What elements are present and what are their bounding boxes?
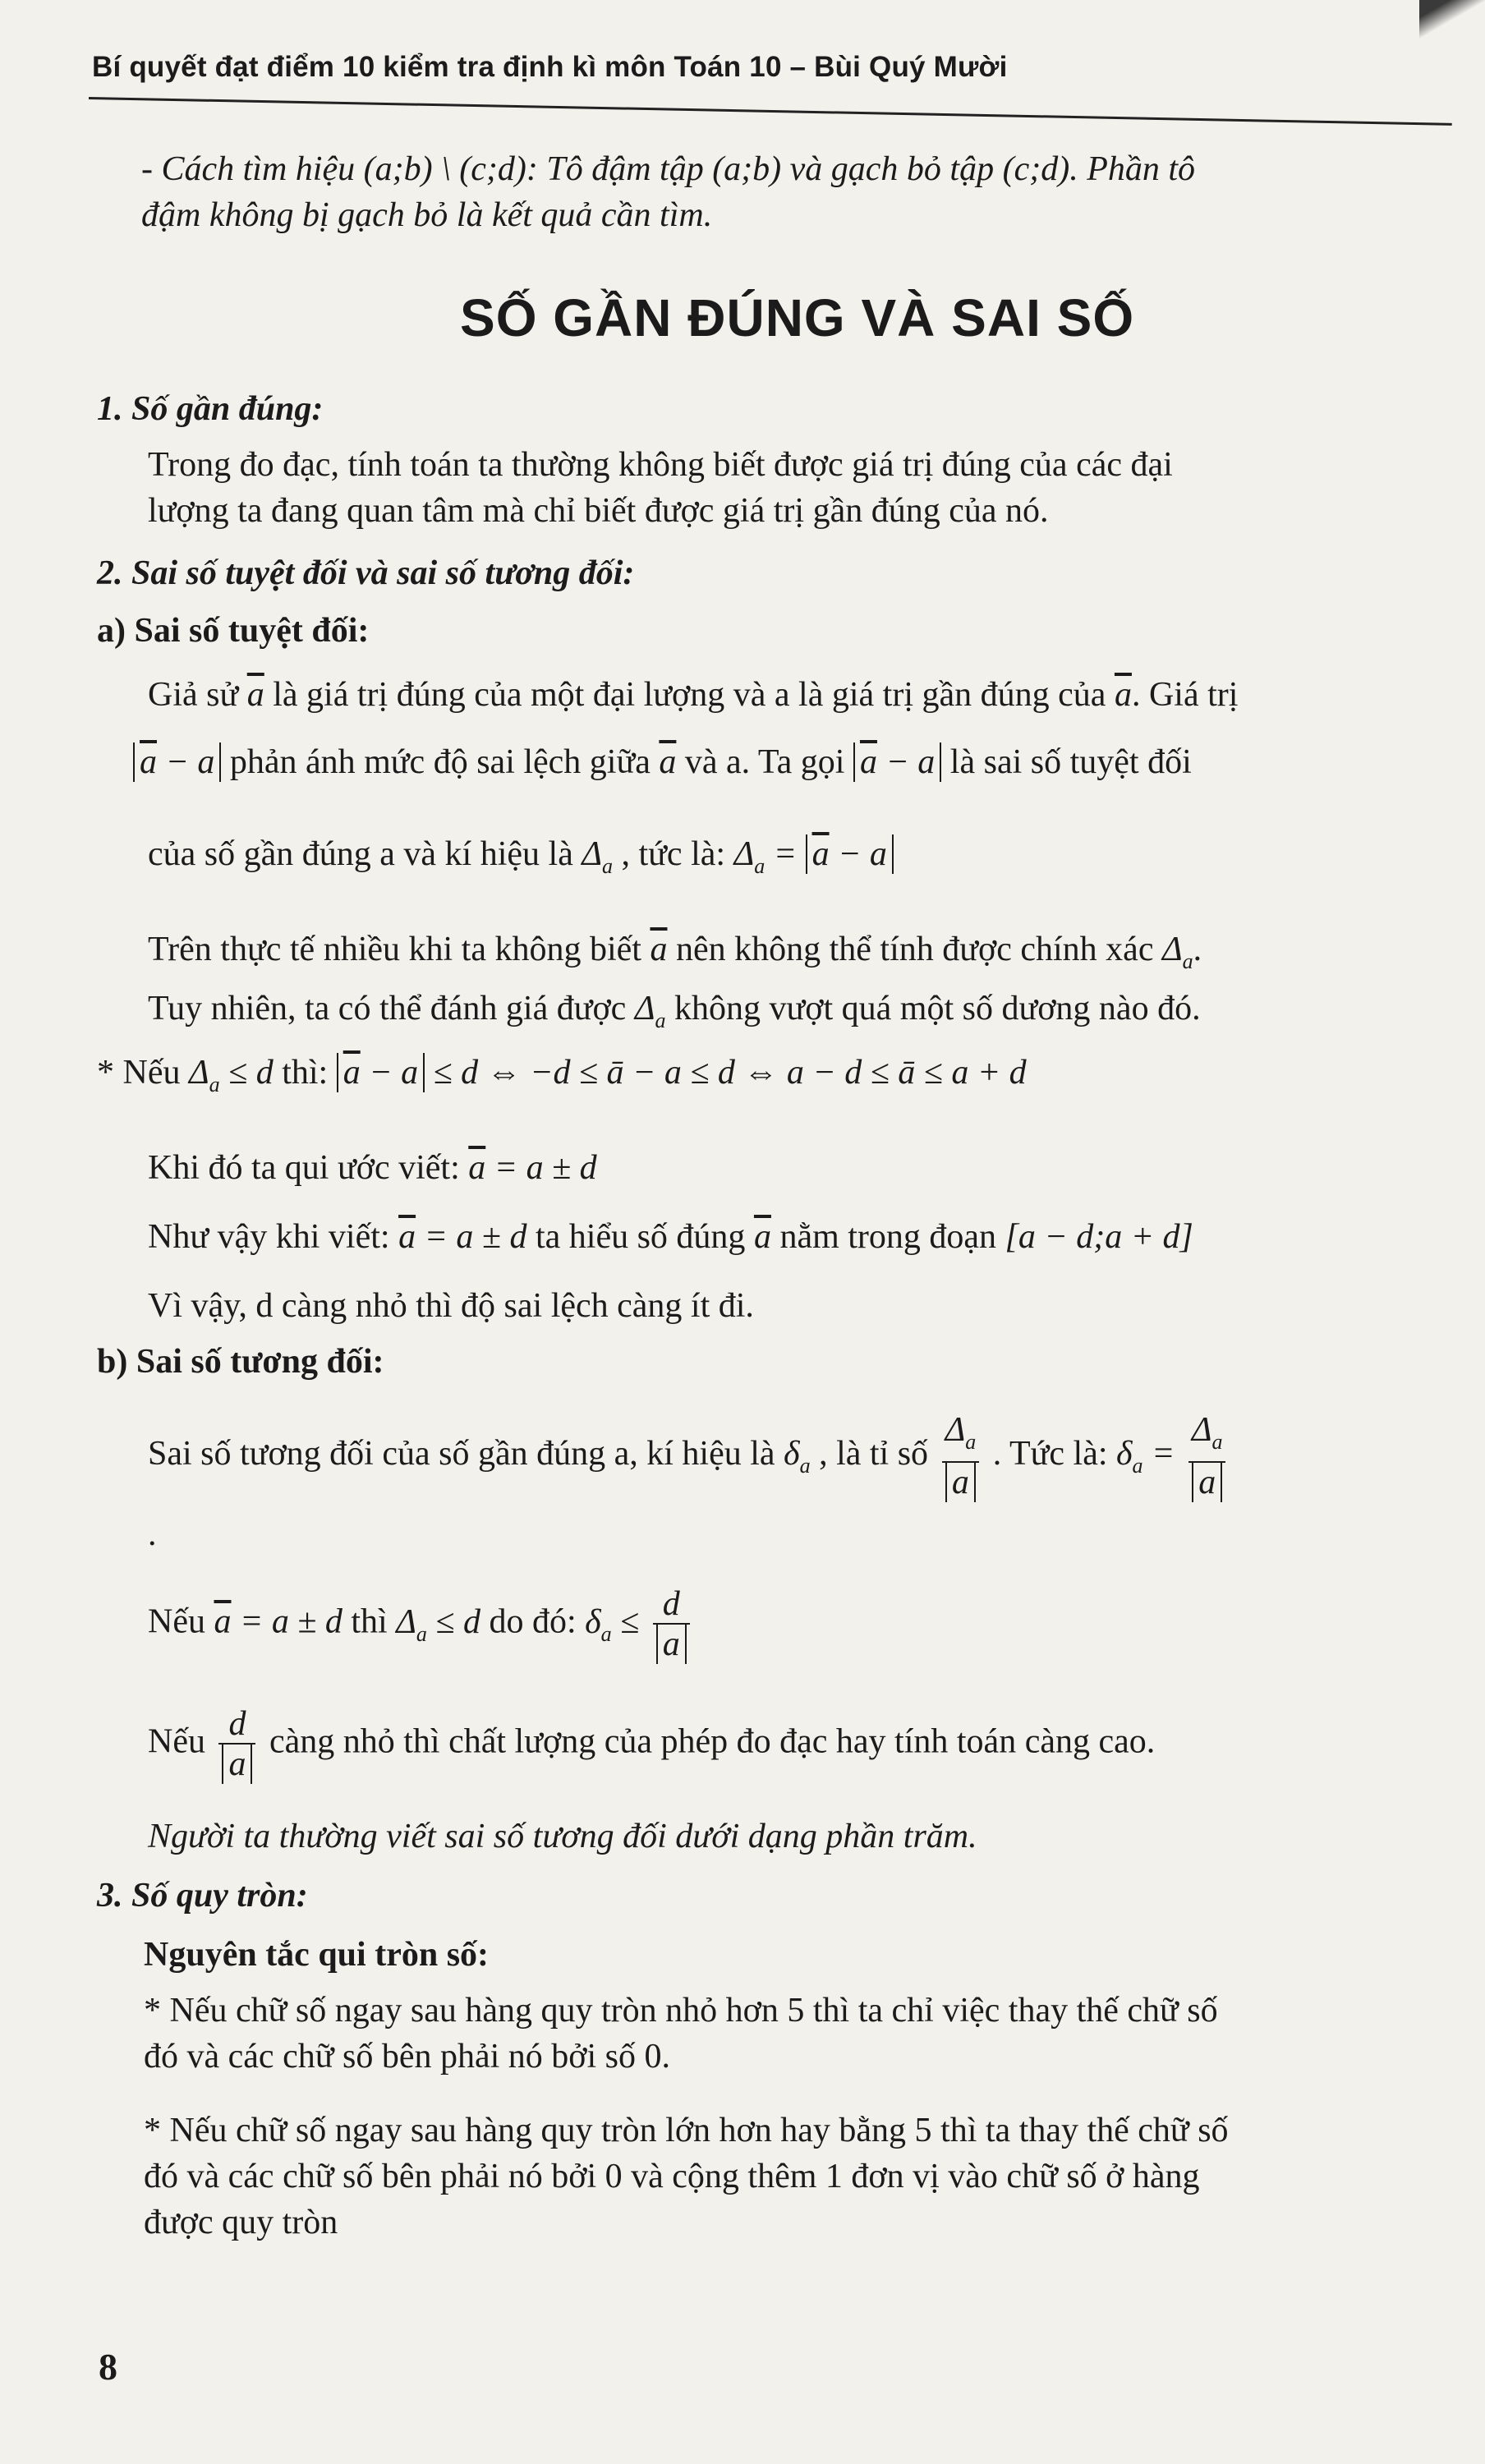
rounding-rule-1: [144, 1988, 1458, 2080]
relative-error-dot: .: [148, 1515, 157, 1553]
meaning-line: Như vậy khi viết: $\overline{a} = a \pm d$ ta hiểu số đúng $\overline{a}$ nằm trong đoạn [a − d;a + d]: [148, 1218, 1193, 1256]
d-over-abs-a: $\frac{d}{a}$: [218, 1705, 255, 1784]
relative-error-line-1: Sai số tương đối của số gần đúng a, kí hiệu là $\delta_a$ , là tỉ số $\frac{\Delta_a}{a}$ . Tức là: $\delta_a$ = $\frac{\Delta_a}{a}$: [148, 1411, 1462, 1502]
rule-2-line-3: được quy tròn: [144, 2204, 338, 2241]
a-pm-d-formula: $\overline{a} = a \pm d$: [468, 1149, 597, 1187]
intro-line-2: đậm không bị gạch bỏ là kết quả cần tìm.: [141, 196, 713, 234]
true-value-symbol: $\overline{a}$: [753, 1218, 771, 1256]
header-rule: [89, 97, 1452, 126]
true-value-symbol: $\overline{a}$: [246, 676, 264, 714]
relative-error-line-4: Nếu $\frac{d}{a}$ càng nhỏ thì chất lượng của phép đo đạc hay tính toán càng cao.: [148, 1705, 1156, 1783]
true-value-symbol: $\overline{a}$: [650, 931, 668, 968]
heading-relative-error: b) Sai số tương đối:: [97, 1343, 384, 1381]
a-pm-d-formula: $\overline{a} = a \pm d$: [398, 1218, 527, 1256]
convention-line: Khi đó ta qui ước viết: $\overline{a} = a \pm d$: [148, 1149, 597, 1187]
inequality-chain: $\overline{a} - a \le d$ ⇔ −d ≤ ā − a ≤ d ⇔ a − d ≤ ā ≤ a + d: [337, 1054, 1027, 1092]
rule-1-line-2: đó và các chữ số bên phải nó bởi số 0.: [144, 2038, 670, 2076]
page-number: 8: [99, 2346, 117, 2388]
heading-rounding-rules: Nguyên tắc qui tròn số:: [144, 1936, 490, 1974]
rule-1-line-1: * Nếu chữ số ngay sau hàng quy tròn nhỏ hơn 5 thì ta chỉ việc thay thế chữ số: [144, 1992, 1218, 2030]
absolute-error-line-1: Giả sử $\overline{a}$ là giá trị đúng của một đại lượng và a là giá trị gần đúng của $\overline{a}$. Giá trị: [148, 676, 1239, 714]
absolute-error-line-4: Trên thực tế nhiều khi ta không biết $\overline{a}$ nên không thể tính được chính xác $\Delta_a$.: [148, 931, 1202, 973]
bound-statement: * Nếu $\Delta_a \le d$ thì: $\overline{a} - a \le d$ ⇔ −d ≤ ā − a ≤ d ⇔ a − d ≤ ā ≤ a + d: [97, 1054, 1027, 1096]
relative-error-formula: $\delta_a$ =: [1116, 1435, 1184, 1478]
intro-line-1: - Cách tìm hiệu (a;b) \ (c;d): Tô đậm tập (a;b) và gạch bỏ tập (c;d). Phần tô: [141, 150, 1196, 188]
approximate-number-paragraph: [148, 442, 1446, 534]
delta-a-symbol: $\Delta_a$: [634, 990, 666, 1032]
heading-absolute-error: a) Sai số tuyệt đối:: [97, 612, 370, 650]
percentage-note: Người ta thường viết sai số tương đối dưới dạng phần trăm.: [148, 1818, 977, 1855]
delta-small-symbol: $\delta_a$: [784, 1435, 811, 1478]
s1-line-1: Trong đo đạc, tính toán ta thường không biết được giá trị đúng của các đại: [148, 446, 1173, 484]
rule-2-line-2: đó và các chữ số bên phải nó bởi 0 và cộng thêm 1 đơn vị vào chữ số ở hàng: [144, 2158, 1200, 2195]
page-corner-shadow: [1419, 0, 1485, 49]
delta-bound: $\Delta_a \le d$: [396, 1602, 480, 1646]
absolute-error-line-3: của số gần đúng a và kí hiệu là $\Delta_a$ , tức là: $\Delta_a = \overline{a} - a$: [148, 831, 1446, 890]
relative-bound: $\delta_a$ ≤: [585, 1602, 648, 1646]
absolute-error-line-2: $\overline{a} - a$ phản ánh mức độ sai lệch giữa $\overline{a}$ và a. Ta gọi $\overline{a} - a$ là sai số tuyệt đối: [133, 739, 1447, 785]
abs-difference: $\overline{a} - a$: [853, 742, 941, 782]
true-value-symbol: $\overline{a}$: [1114, 676, 1132, 714]
heading-rounding: 3. Số quy tròn:: [97, 1877, 308, 1915]
relative-error-line-3: Nếu $\overline{a} = a \pm d$ thì $\Delta_a \le d$ do đó: $\delta_a$ ≤ $\frac{d}{a}$: [148, 1585, 1446, 1664]
ratio-fraction: $\frac{\Delta_a}{a}$: [1188, 1411, 1226, 1502]
heading-approximate-number: 1. Số gần đúng:: [97, 390, 324, 428]
a-pm-d-formula: $\overline{a} = a \pm d$: [214, 1602, 343, 1641]
delta-a-symbol: $\Delta_a$: [1161, 931, 1193, 973]
delta-a-symbol: $\Delta_a$: [582, 835, 613, 878]
interval-formula: [a − d;a + d]: [1005, 1218, 1193, 1256]
heading-errors: 2. Sai số tuyệt đối và sai số tương đối:: [97, 554, 635, 592]
rounding-rule-2: [144, 2108, 1458, 2246]
running-header: Bí quyết đạt điểm 10 kiểm tra định kì môn Toán 10 – Bùi Quý Mười: [92, 51, 1008, 83]
true-value-symbol: $\overline{a}$: [659, 743, 677, 781]
delta-bound: $\Delta_a \le d$: [188, 1054, 274, 1096]
abs-difference: $\overline{a} - a$: [133, 742, 221, 782]
rule-2-line-1: * Nếu chữ số ngay sau hàng quy tròn lớn hơn hay bằng 5 thì ta thay thế chữ số: [144, 2112, 1229, 2149]
d-over-abs-a: $\frac{d}{a}$: [653, 1585, 690, 1664]
intro-paragraph: [141, 146, 1455, 238]
conclusion-line: Vì vậy, d càng nhỏ thì độ sai lệch càng ít đi.: [148, 1287, 754, 1325]
s1-line-2: lượng ta đang quan tâm mà chỉ biết được giá trị gần đúng của nó.: [148, 492, 1049, 530]
absolute-error-line-5: Tuy nhiên, ta có thể đánh giá được $\Delta_a$ không vượt quá một số dương nào đó.: [148, 990, 1201, 1032]
ratio-fraction: $\frac{\Delta_a}{a}$: [942, 1411, 980, 1502]
absolute-error-formula: $\Delta_a = \overline{a} - a$: [734, 835, 894, 873]
section-title: SỐ GẦN ĐÚNG VÀ SAI SỐ: [460, 288, 1135, 347]
